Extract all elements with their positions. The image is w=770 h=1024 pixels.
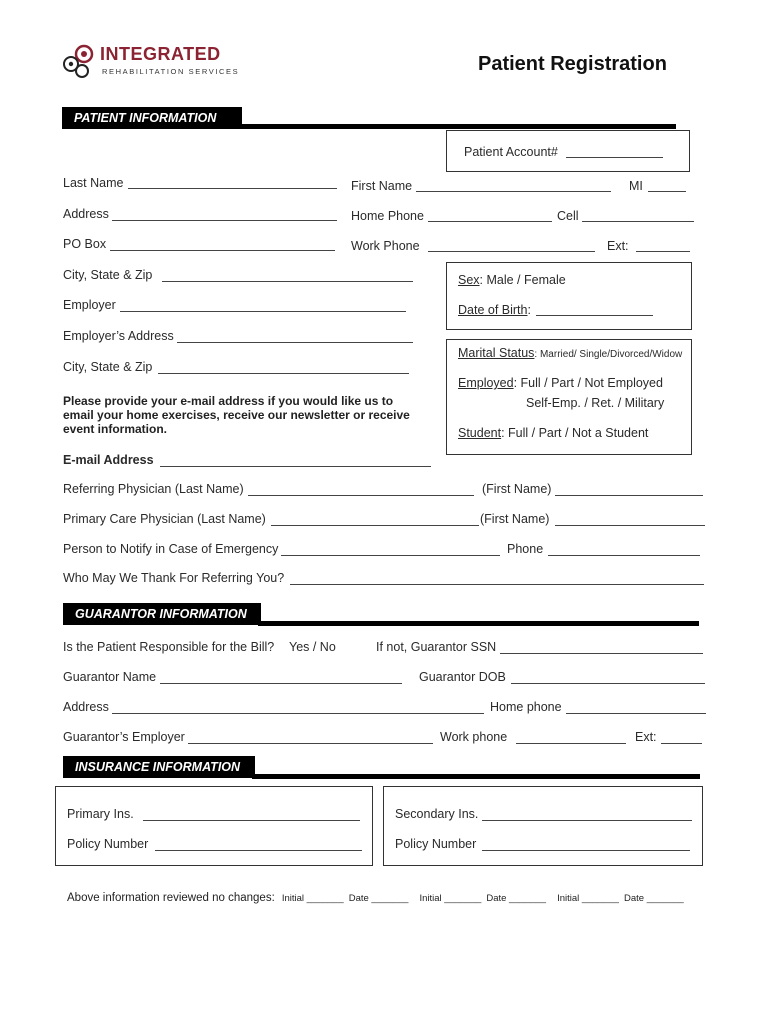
date-3[interactable]: Date _______ xyxy=(623,893,684,904)
secondary-insurance-field[interactable] xyxy=(482,820,692,821)
marital-label: Marital Status xyxy=(458,346,535,360)
section-header-guarantor: GUARANTOR INFORMATION xyxy=(63,603,261,625)
address-label: Address xyxy=(63,207,109,221)
employed-label: Employed xyxy=(458,376,514,390)
employer-address-label: Employer’s Address xyxy=(63,329,174,343)
student-label: Student xyxy=(458,426,502,440)
patient-responsible-label: Is the Patient Responsible for the Bill? xyxy=(63,640,275,654)
employed-options[interactable]: : Full / Part / Not Employed xyxy=(513,376,663,390)
referring-first-field[interactable] xyxy=(555,495,703,496)
sex-label: Sex xyxy=(458,273,480,287)
guarantor-home-phone-field[interactable] xyxy=(566,713,706,714)
section-header-patient: PATIENT INFORMATION xyxy=(62,107,242,129)
initial-2[interactable]: Initial _______ xyxy=(419,893,482,904)
section-rule xyxy=(258,621,699,626)
secondary-insurance-label: Secondary Ins. xyxy=(395,807,479,821)
student-options[interactable]: : Full / Part / Not a Student xyxy=(501,426,649,440)
secondary-insurance-box xyxy=(383,786,703,866)
dob-colon: : xyxy=(527,303,531,317)
logo xyxy=(62,44,242,82)
city-state-zip-field[interactable] xyxy=(162,281,413,282)
review-footer xyxy=(67,892,684,904)
initial-1[interactable]: Initial _______ xyxy=(281,893,344,904)
first-name-label: First Name xyxy=(351,179,413,193)
dob-field[interactable] xyxy=(536,315,653,316)
sex-row xyxy=(458,273,566,287)
employer-city-state-zip-field[interactable] xyxy=(158,373,409,374)
guarantor-home-phone-label: Home phone xyxy=(490,700,562,714)
referral-thanks-label: Who May We Thank For Referring You? xyxy=(63,571,285,585)
guarantor-ssn-field[interactable] xyxy=(500,653,703,654)
primary-care-last-field[interactable] xyxy=(271,525,479,526)
emergency-contact-field[interactable] xyxy=(281,555,500,556)
primary-insurance-field[interactable] xyxy=(143,820,360,821)
email-note-line-3: event information. xyxy=(63,422,168,436)
mi-field[interactable] xyxy=(648,191,686,192)
po-box-field[interactable] xyxy=(110,250,335,251)
po-box-label: PO Box xyxy=(63,237,107,251)
home-phone-field[interactable] xyxy=(428,221,552,222)
cell-label: Cell xyxy=(557,209,579,223)
initial-3[interactable]: Initial _______ xyxy=(557,893,619,904)
employed-row xyxy=(458,376,663,390)
section-rule xyxy=(240,124,676,129)
referring-first-label: (First Name) xyxy=(482,482,552,496)
marital-row xyxy=(458,346,682,360)
student-row xyxy=(458,426,648,440)
cell-field[interactable] xyxy=(582,221,694,222)
guarantor-dob-label: Guarantor DOB xyxy=(419,670,506,684)
secondary-policy-label: Policy Number xyxy=(395,837,477,851)
sex-options[interactable]: : Male / Female xyxy=(479,273,566,287)
dob-label: Date of Birth xyxy=(458,303,528,317)
work-phone-field[interactable] xyxy=(428,251,595,252)
secondary-policy-field[interactable] xyxy=(482,850,690,851)
home-phone-label: Home Phone xyxy=(351,209,424,223)
employer-address-field[interactable] xyxy=(177,342,413,343)
patient-account-field[interactable] xyxy=(566,157,663,158)
form-title: Patient Registration xyxy=(478,53,667,75)
logo-name: INTEGRATED xyxy=(100,44,221,64)
employer-field[interactable] xyxy=(120,311,406,312)
date-2[interactable]: Date _______ xyxy=(486,893,547,904)
guarantor-work-phone-field[interactable] xyxy=(516,743,626,744)
referring-last-label: Referring Physician (Last Name) xyxy=(63,482,244,496)
city-state-zip-label: City, State & Zip xyxy=(63,268,153,282)
logo-subtitle: REHABILITATION SERVICES xyxy=(102,67,240,76)
emergency-phone-field[interactable] xyxy=(548,555,700,556)
primary-insurance-box xyxy=(55,786,373,866)
address-field[interactable] xyxy=(112,220,337,221)
first-name-field[interactable] xyxy=(416,191,611,192)
guarantor-ssn-label: If not, Guarantor SSN xyxy=(376,640,497,654)
guarantor-work-phone-label: Work phone xyxy=(440,730,508,744)
guarantor-name-label: Guarantor Name xyxy=(63,670,157,684)
reviewed-label: Above information reviewed no changes: xyxy=(67,892,275,904)
emergency-contact-label: Person to Notify in Case of Emergency xyxy=(63,542,279,556)
marital-options[interactable]: : Married/ Single/Divorced/Widow xyxy=(534,349,683,360)
primary-care-first-label: (First Name) xyxy=(480,512,550,526)
work-phone-label: Work Phone xyxy=(351,239,420,253)
primary-care-first-field[interactable] xyxy=(555,525,705,526)
logo-mark-icon xyxy=(62,44,96,80)
email-label: E-mail Address xyxy=(63,453,154,467)
email-field[interactable] xyxy=(160,466,431,467)
primary-insurance-label: Primary Ins. xyxy=(67,807,134,821)
guarantor-name-field[interactable] xyxy=(160,683,402,684)
guarantor-ext-label: Ext: xyxy=(635,730,657,744)
employer-label: Employer xyxy=(63,298,116,312)
email-note-line-1: Please provide your e-mail address if you would like us to xyxy=(63,394,394,408)
last-name-label: Last Name xyxy=(63,176,124,190)
section-rule xyxy=(252,774,700,779)
ext-label: Ext: xyxy=(607,239,629,253)
guarantor-employer-label: Guarantor’s Employer xyxy=(63,730,185,744)
guarantor-dob-field[interactable] xyxy=(511,683,705,684)
referring-last-field[interactable] xyxy=(248,495,474,496)
date-1[interactable]: Date _______ xyxy=(348,893,409,904)
patient-responsible-options[interactable]: Yes / No xyxy=(289,640,336,654)
mi-label: MI xyxy=(629,179,643,193)
primary-policy-field[interactable] xyxy=(155,850,362,851)
guarantor-address-label: Address xyxy=(63,700,109,714)
primary-policy-label: Policy Number xyxy=(67,837,149,851)
dob-row xyxy=(458,303,531,317)
primary-care-last-label: Primary Care Physician (Last Name) xyxy=(63,512,266,526)
email-note-line-2: email your home exercises, receive our newsletter or receive xyxy=(63,408,410,422)
guarantor-ext-field[interactable] xyxy=(661,743,702,744)
guarantor-address-field[interactable] xyxy=(112,713,484,714)
employer-city-state-zip-label: City, State & Zip xyxy=(63,360,153,374)
emergency-phone-label: Phone xyxy=(507,542,544,556)
guarantor-employer-field[interactable] xyxy=(188,743,433,744)
employed-options-2[interactable]: Self-Emp. / Ret. / Military xyxy=(526,396,665,410)
ext-field[interactable] xyxy=(636,251,690,252)
referral-thanks-field[interactable] xyxy=(290,584,704,585)
patient-account-label: Patient Account# xyxy=(464,145,558,159)
section-header-insurance: INSURANCE INFORMATION xyxy=(63,756,255,778)
last-name-field[interactable] xyxy=(128,188,337,189)
